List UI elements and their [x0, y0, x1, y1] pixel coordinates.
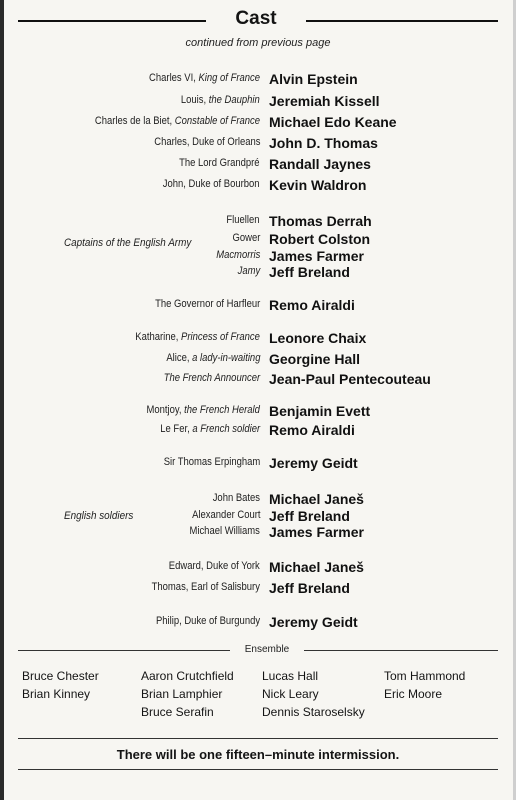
- cast-row: [0, 70, 516, 88]
- ensemble-member: Eric Moore: [384, 687, 443, 701]
- role-name: Charles de la Biet, Constable of France: [94, 115, 260, 127]
- role-name: Edward, Duke of York: [169, 560, 260, 572]
- role-name: John Bates: [212, 492, 260, 504]
- role-name: Charles VI, King of France: [149, 72, 260, 84]
- cast-row: [0, 155, 516, 173]
- actor-name: Michael Edo Keane: [269, 114, 397, 130]
- role-name: Gower: [232, 232, 260, 244]
- actor-name: Randall Jaynes: [269, 156, 371, 172]
- role-name: Montjoy, the French Herald: [146, 404, 260, 416]
- cast-row: [0, 402, 516, 420]
- role-name: Michael Williams: [189, 525, 260, 537]
- role-name: Sir Thomas Erpingham: [163, 456, 260, 468]
- actor-name: John D. Thomas: [269, 135, 378, 151]
- cast-row: [0, 263, 516, 281]
- page-subtitle: continued from previous page: [185, 37, 331, 49]
- role-name: Le Fer, a French soldier: [160, 423, 260, 435]
- ensemble-member: Aaron Crutchfield: [141, 669, 234, 683]
- role-name: The French Announcer: [163, 372, 260, 384]
- cast-row: [0, 523, 516, 541]
- role-name: Thomas, Earl of Salisbury: [151, 581, 260, 593]
- actor-name: Jeff Breland: [269, 264, 350, 280]
- actor-name: Jeff Breland: [269, 580, 350, 596]
- actor-name: Robert Colston: [269, 231, 371, 247]
- role-name: The Governor of Harfleur: [154, 298, 260, 310]
- actor-name: Remo Airaldi: [269, 297, 355, 313]
- actor-name: Jeremiah Kissell: [269, 93, 380, 109]
- actor-name: Georgine Hall: [269, 351, 361, 367]
- ensemble-column: [22, 667, 99, 703]
- role-name: Macmorris: [215, 249, 260, 261]
- cast-row: [0, 134, 516, 152]
- ensemble-member: Nick Leary: [262, 687, 319, 701]
- actor-name: Kevin Waldron: [269, 177, 367, 193]
- ensemble-member: Lucas Hall: [262, 669, 319, 683]
- ensemble-member: Dennis Staroselsky: [262, 705, 365, 719]
- actor-name: Jeff Breland: [269, 508, 350, 524]
- ensemble-rule-right: [304, 650, 498, 651]
- actor-name: Jeremy Geidt: [269, 614, 358, 630]
- cast-row: [0, 490, 516, 508]
- cast-row: [0, 370, 516, 388]
- footer-rule-top: [18, 738, 498, 739]
- group-label-captains: Captains of the English Army: [64, 237, 192, 249]
- cast-row: [0, 454, 516, 472]
- actor-name: Michael Janeš: [269, 491, 364, 507]
- ensemble-column: [262, 667, 365, 721]
- cast-row: [0, 421, 516, 439]
- role-name: Alice, a lady-in-waiting: [165, 352, 260, 364]
- cast-row: [0, 176, 516, 194]
- ensemble-member: Brian Kinney: [22, 687, 91, 701]
- role-name: Charles, Duke of Orleans: [153, 136, 260, 148]
- role-name: John, Duke of Bourbon: [163, 178, 260, 190]
- ensemble-member: Tom Hammond: [384, 669, 466, 683]
- role-name: The Lord Grandpré: [179, 157, 260, 169]
- actor-name: James Farmer: [269, 248, 364, 264]
- role-name: Katharine, Princess of France: [135, 331, 260, 343]
- cast-row: [0, 350, 516, 368]
- actor-name: James Farmer: [269, 524, 364, 540]
- role-name: Philip, Duke of Burgundy: [155, 615, 260, 627]
- footer-rule-bottom: [18, 769, 498, 770]
- cast-row: [0, 92, 516, 110]
- role-name: Jamy: [237, 265, 260, 277]
- ensemble-column: [384, 667, 465, 703]
- ensemble-label: Ensemble: [244, 644, 290, 655]
- cast-row: [0, 558, 516, 576]
- actor-name: Michael Janeš: [269, 559, 364, 575]
- actor-name: Jean-Paul Pentecouteau: [269, 371, 431, 387]
- page-title: Cast: [235, 8, 277, 29]
- ensemble-member: Brian Lamphier: [141, 687, 223, 701]
- actor-name: Leonore Chaix: [269, 330, 367, 346]
- cast-row: [0, 329, 516, 347]
- group-label-soldiers: English soldiers: [64, 510, 134, 522]
- intermission-note: There will be one fifteen–minute intermission.: [116, 747, 400, 762]
- ensemble-column: [141, 667, 234, 721]
- actor-name: Alvin Epstein: [269, 71, 358, 87]
- role-name: Fluellen: [226, 214, 260, 226]
- ensemble-member: Bruce Serafin: [141, 705, 214, 719]
- cast-row: [0, 212, 516, 230]
- cast-row: [0, 113, 516, 131]
- actor-name: Benjamin Evett: [269, 403, 371, 419]
- actor-name: Remo Airaldi: [269, 422, 355, 438]
- actor-name: Thomas Derrah: [269, 213, 372, 229]
- cast-row: [0, 296, 516, 314]
- ensemble-member: Bruce Chester: [22, 669, 99, 683]
- ensemble-header: [18, 643, 498, 657]
- actor-name: Jeremy Geidt: [269, 455, 358, 471]
- cast-row: [0, 613, 516, 631]
- ensemble-rule-left: [18, 650, 230, 651]
- role-name: Louis, the Dauphin: [181, 94, 260, 106]
- role-name: Alexander Court: [191, 509, 260, 521]
- cast-row: [0, 579, 516, 597]
- cast-row: [0, 230, 516, 248]
